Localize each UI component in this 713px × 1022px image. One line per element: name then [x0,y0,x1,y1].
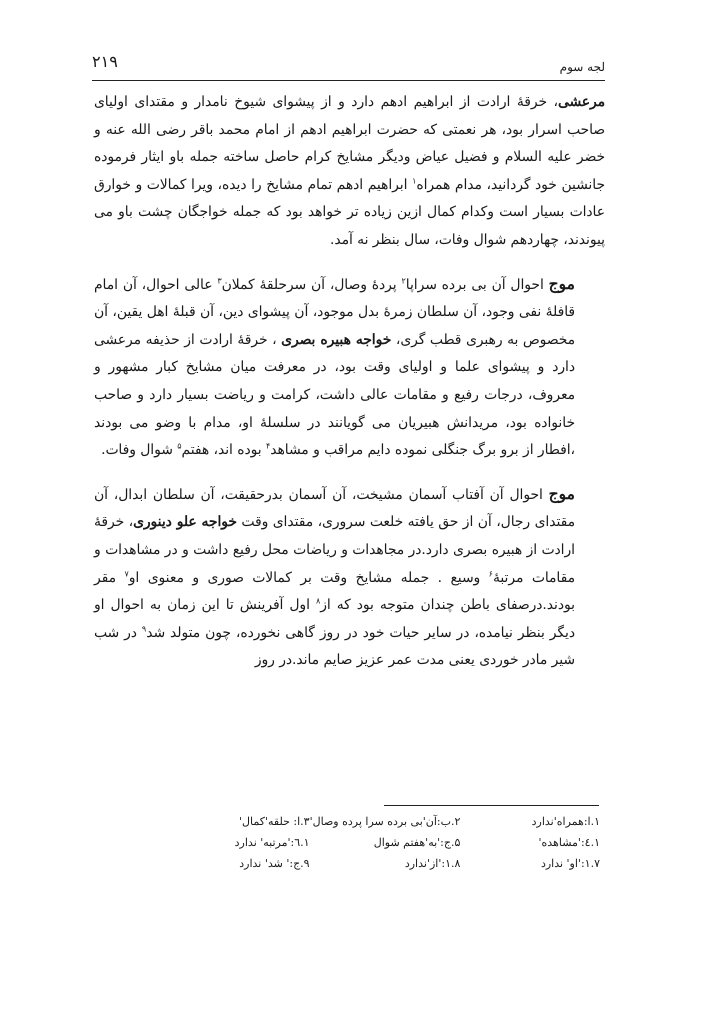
bold-name: خواجه علو دینوری [133,514,237,531]
text-run: احوال آن بی برده سراپا [405,276,549,293]
footnote-marker: ۴ [265,441,271,451]
text-run: عالی احوال، آن امام قافلهٔ نفی وجود، آن سلطان زمرهٔ بدل موجود، آن پیشوای دین، آن قبلهٔ اهل یقین، آن مخصوص به رهبری قطب گری، [94,276,575,348]
chapter-title: لجه سوم [559,60,605,74]
footnote-marker: ۸ [315,596,321,606]
text-run: مقر بودند.درصفای باطن چندان متوجه بود که از [94,569,575,614]
text-run: ابراهیم ادهم تمام مشایخ را دیده، ویرا کمالات و خوارق عادات بسیار است وکدام کمال ازین زیاده تر خواهد بود که جمله خواجگان چشت باو می پیوندند، چهاردهم شوال وفات، سال بنظر نه آمد. [94,176,605,248]
footnote: ۹.ج:' شد' ندارد [239,857,310,870]
bold-name: مرعشی [557,94,605,110]
footnote: ۵.ج:'به'هفتم شوال [373,836,461,849]
bold-name: خواجه هبیره بصری [281,331,392,348]
text-run: احوال آن آفتاب آسمان مشیخت، آن آسمان بدرحقیقت، آن سلطان ابدال، آن مقتدای رجال، آن از حق یافته خلعت سروری، مقتدای وقت [94,486,575,531]
paragraph [94,89,605,255]
main-text [94,89,605,675]
text-run: ، خرقهٔ ارادت از ابراهیم ادهم دارد و از پیشوای شیوخ نامدار و مقتدای اولیای صاحب اسرار بود، هر نعمتی که حضرت ابراهیم ادهم از امام محمد باقر رضی الله عنه و خضر علیه السلام و فضیل عیاض ودیگر مشایخ کرام حاصل ساخته جمله باو ایثار فرموده جانشین خود گردانید، مدام همراه [94,94,605,193]
text-run: در شب شیر مادر خوردی یعنی مدت عمر عزیز صایم ماند.در روز [94,624,575,669]
footnote-marker: ۲ [401,275,406,285]
footnote-rule [384,805,599,806]
text-run: وسیع . جمله مشایخ وقت بر کمالات صوری و معنوی او [128,569,489,586]
text-run: ، خرقهٔ ارادت از حذیفه مرعشی دارد و پیشوای علما و اولیای وقت بود، در معرفت میان مشایخ کبار مشهور و معروف، درجات رفیع و مقامات عالی داشت، کرامت و ریاضت بسیار دارد و صاحب خانواده بود، مریدانش هبیریان می گویانند در سلسلهٔ او، مدام با وضو می بودند ،افطار از برو برگ جنگلی نموده دایم مراقب و مشاهد [94,331,575,459]
text-run: ، خرقهٔ ارادت از هبیره بصری دارد.در مجاهدات و ریاضات محل رفیع داشت و در مشاهدات و مقامات مرتبهٔ [94,514,576,586]
footnote: ۱.ا:همراه'ندارد [531,815,600,828]
footnote-marker: ۳ [217,275,222,285]
page-header [92,52,605,78]
footnote-marker: ۵ [177,441,182,451]
paragraph [94,480,605,675]
footnote-marker: ۶ [488,568,493,578]
page-number: ۲۱۹ [92,52,118,71]
footnote: ۱.۸:'از'ندارد [404,857,461,870]
section-marker: موج [548,483,575,503]
header-rule [92,80,605,81]
footnote: ۱.٤:'مشاهده' [538,836,600,849]
text-run: پردهٔ وصال، آن سرحلقهٔ کملان [221,276,402,293]
footnote-marker: ۷ [124,568,129,578]
text-run: بوده اند، هفتم [181,442,266,459]
footnote: ۳.ا: حلقه'کمال' [239,815,310,828]
footnote-marker: ۹ [141,624,147,634]
footnotes [170,814,600,872]
footnote: ۱.٦:'مرتبه' ندارد [234,836,310,849]
footnote: ۲.ب:آن'بی برده سرا پرده وصال' [309,815,461,828]
text-run: اول آفرینش تا این زمان به احوال او دیگر بنظر نیامده، در سایر حیات خود در روز گاهی نخورده، چون متولد شد [94,597,576,641]
footnote: ۱.۷:'او' ندارد [540,857,600,870]
paragraph [94,270,605,465]
footnote-marker: ۱ [412,176,417,186]
text-run: شوال وفات. [101,442,178,459]
section-marker: موج [548,273,575,293]
